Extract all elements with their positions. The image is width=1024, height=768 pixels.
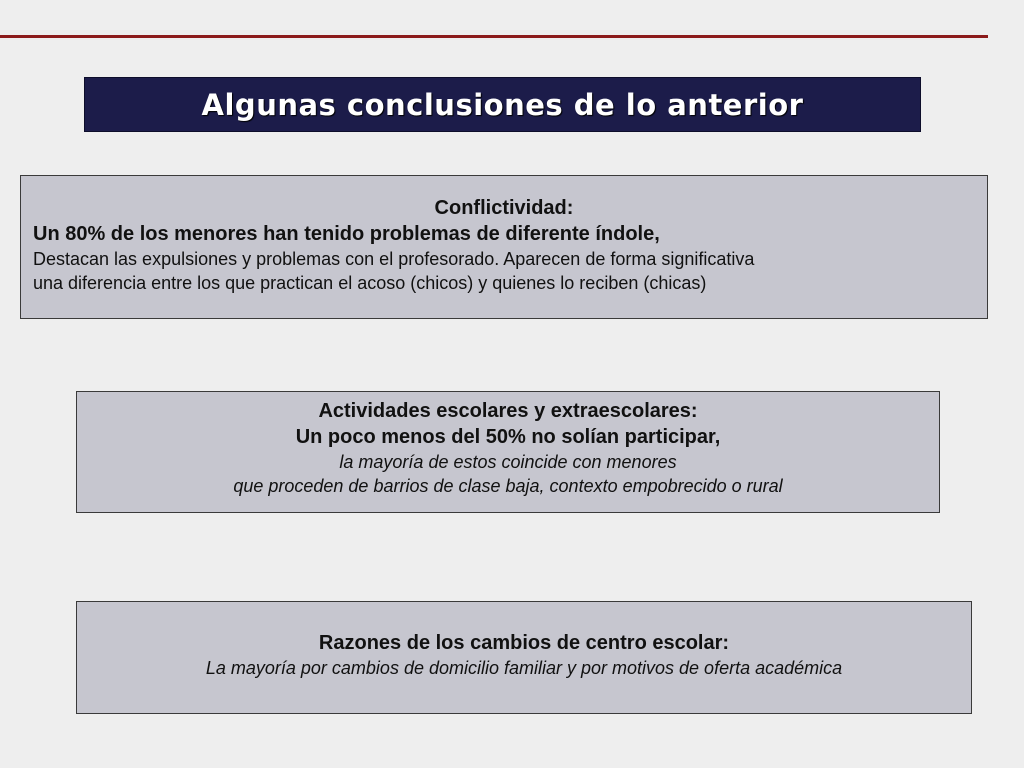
activities-detail-line-1: la mayoría de estos coincide con menores	[339, 452, 677, 472]
conflict-detail-line-1: Destacan las expulsiones y problemas con el profesorado. Aparecen de forma significativa	[33, 249, 755, 269]
activities-detail-line-2: que proceden de barrios de clase baja, contexto empobrecido o rural	[233, 476, 783, 496]
conflict-lead: Un 80% de los menores han tenido problemas de diferente índole,	[33, 223, 660, 245]
slide-title: Algunas conclusiones de lo anterior	[201, 87, 804, 122]
conflict-section-box	[20, 175, 988, 319]
activities-section-box	[76, 391, 940, 513]
activities-heading: Actividades escolares y extraescolares:	[318, 400, 698, 422]
school-changes-section-box	[76, 601, 972, 714]
activities-lead: Un poco menos del 50% no solían participar,	[295, 426, 721, 448]
conflict-detail-line-2: una diferencia entre los que practican el acoso (chicos) y quienes lo reciben (chicas)	[33, 273, 707, 293]
conflict-heading: Conflictividad:	[434, 197, 574, 219]
school-changes-heading: Razones de los cambios de centro escolar:	[318, 632, 730, 654]
school-changes-detail: La mayoría por cambios de domicilio familiar y por motivos de oferta académica	[205, 658, 843, 678]
slide-title-banner	[84, 77, 921, 132]
top-divider-rule	[0, 35, 988, 38]
